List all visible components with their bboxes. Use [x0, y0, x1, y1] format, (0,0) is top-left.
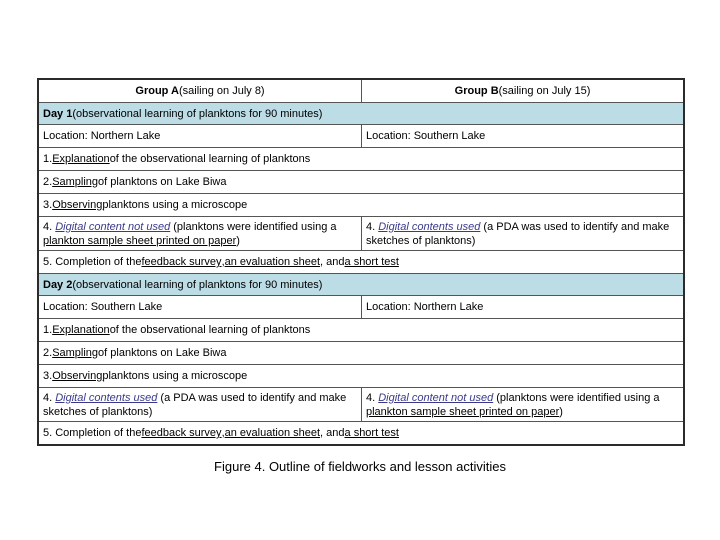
day2-step5-row: [39, 421, 683, 444]
step-keyword: feedback survey: [141, 256, 222, 268]
step-text: ,: [221, 256, 225, 268]
step-keyword: Explanation: [52, 153, 110, 165]
step-number: 4.: [43, 220, 56, 233]
day2-description: (observational learning of planktons for 90 minutes): [72, 278, 323, 291]
step-keyword: an evaluation sheet: [224, 256, 321, 268]
day1-title-row: [39, 102, 683, 124]
day2-step1-row: [39, 318, 683, 341]
day2-location-row: [39, 295, 683, 318]
step-keyword: a short test: [344, 256, 399, 268]
day2-step4-group-b: [362, 388, 683, 421]
step-keyword: Sampling: [52, 347, 99, 359]
digital-content-label: Digital content not used: [55, 220, 171, 233]
day1-description: (observational learning of planktons for 90 minutes): [72, 107, 323, 120]
step-number: 3.: [43, 199, 53, 211]
group-a-date: (sailing on July 8): [179, 85, 265, 97]
step-text: , and: [320, 427, 345, 439]
digital-content-label: Digital contents used: [378, 220, 481, 233]
group-a-label: Group A: [135, 85, 179, 97]
day2-step2: [39, 342, 683, 364]
day1-step4-group-b: [362, 217, 683, 250]
day1-step3: [39, 194, 683, 216]
outline-table: [37, 78, 685, 446]
header-row: [39, 80, 683, 102]
day1-step3-row: [39, 193, 683, 216]
step-number: 4.: [366, 220, 379, 233]
step-keyword: an evaluation sheet: [224, 427, 321, 439]
step-keyword: plankton sample sheet printed on paper: [366, 405, 560, 418]
step-number: 2.: [43, 176, 53, 188]
step-keyword: plankton sample sheet printed on paper: [43, 234, 237, 247]
digital-content-label: Digital contents used: [55, 391, 158, 404]
step-text: ): [559, 405, 563, 418]
step-text: planktons using a microscope: [102, 370, 248, 382]
day2-step4-row: [39, 387, 683, 421]
day2-step5: [39, 422, 683, 444]
day2-step1: [39, 319, 683, 341]
day1-step4-row: [39, 216, 683, 250]
step-text: , and: [320, 256, 345, 268]
step-text: planktons using a microscope: [102, 199, 248, 211]
step-keyword: Explanation: [52, 324, 110, 336]
day1-location-b: Location: Southern Lake: [366, 130, 486, 142]
day1-step5-row: [39, 250, 683, 273]
step-number: 4.: [366, 391, 379, 404]
step-keyword: a short test: [344, 427, 399, 439]
group-b-date: (sailing on July 15): [498, 85, 591, 97]
day2-label: Day 2: [43, 278, 73, 291]
step-keyword: Observing: [52, 199, 103, 211]
step-text: (a PDA was used to identify and make sketches of planktons): [366, 220, 670, 247]
figure-caption: Figure 4. Outline of fieldworks and lesson activities: [214, 459, 506, 474]
step-keyword: Observing: [52, 370, 103, 382]
group-b-label: Group B: [454, 85, 499, 97]
day1-label: Day 1: [43, 107, 73, 120]
step-number: 1.: [43, 324, 53, 336]
day1-location-row: [39, 124, 683, 147]
day1-step5: [39, 251, 683, 273]
day1-step2: [39, 171, 683, 193]
day2-step3: [39, 365, 683, 387]
step-text: of the observational learning of planktons: [109, 324, 311, 336]
step-text: 5. Completion of the: [43, 427, 142, 439]
day2-step3-row: [39, 364, 683, 387]
day2-location-b: Location: Northern Lake: [366, 301, 484, 313]
step-text: (a PDA was used to identify and make sketches of planktons): [43, 391, 347, 418]
digital-content-label: Digital content not used: [378, 391, 494, 404]
day2-title: [39, 274, 683, 295]
step-number: 2.: [43, 347, 53, 359]
day1-title: [39, 103, 683, 124]
step-keyword: Sampling: [52, 176, 99, 188]
day1-step1: [39, 148, 683, 170]
step-text: ): [236, 234, 240, 247]
step-number: 3.: [43, 370, 53, 382]
day1-location-a: Location: Northern Lake: [39, 125, 362, 147]
day1-step2-row: [39, 170, 683, 193]
step-text: ,: [221, 427, 225, 439]
day1-step4-group-a: [39, 217, 362, 250]
step-keyword: feedback survey: [141, 427, 222, 439]
step-text: of planktons on Lake Biwa: [98, 347, 227, 359]
step-number: 4.: [43, 391, 56, 404]
step-text: (planktons were identified using a: [170, 220, 337, 233]
step-text: of the observational learning of planktons: [109, 153, 311, 165]
step-text: (planktons were identified using a: [493, 391, 660, 404]
group-a-header: [39, 80, 362, 102]
day2-step4-group-a: [39, 388, 362, 421]
step-text: 5. Completion of the: [43, 256, 142, 268]
day1-step1-row: [39, 147, 683, 170]
step-number: 1.: [43, 153, 53, 165]
step-text: of planktons on Lake Biwa: [98, 176, 227, 188]
day2-location-a: Location: Southern Lake: [39, 296, 362, 318]
group-b-header: [362, 80, 683, 102]
day2-title-row: [39, 273, 683, 295]
day2-step2-row: [39, 341, 683, 364]
